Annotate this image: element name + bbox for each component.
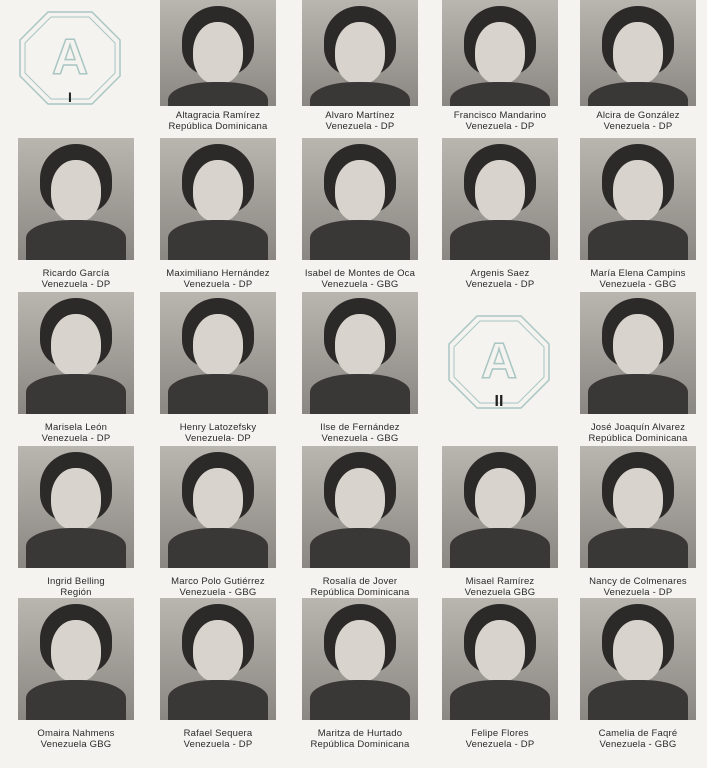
- person-name: Camelia de Faqré: [598, 728, 678, 739]
- person-country: Venezuela - GBG: [599, 279, 677, 290]
- portrait-photo: [580, 446, 696, 568]
- person-name: Misael Ramírez: [465, 576, 535, 587]
- person-name: Ricardo García: [42, 268, 110, 279]
- person-country: Venezuela - DP: [603, 121, 673, 132]
- logo-letter: A: [51, 29, 89, 85]
- portrait-photo: [442, 138, 558, 260]
- portrait-caption: [570, 268, 706, 290]
- person-country: Venezuela - DP: [325, 121, 395, 132]
- portrait-caption: [150, 422, 286, 444]
- portrait-caption: [150, 728, 286, 750]
- octagon-a-logo-icon: [445, 312, 553, 412]
- person-name: Maximiliano Hernández: [166, 268, 270, 279]
- person-country: Región: [60, 587, 92, 598]
- person-name: Omaira Nahmens: [37, 728, 115, 739]
- portrait-caption: [150, 576, 286, 598]
- portrait-photo: [580, 598, 696, 720]
- logo-a-ii: [445, 312, 553, 412]
- person-name: Marco Polo Gutiérrez: [171, 576, 265, 587]
- portrait-photo: [302, 138, 418, 260]
- person-country: Venezuela - DP: [183, 279, 253, 290]
- person-country: Venezuela - DP: [603, 587, 673, 598]
- portrait-photo: [160, 446, 276, 568]
- person-country: República Dominicana: [168, 121, 268, 132]
- portrait-photo: [302, 292, 418, 414]
- person-country: Venezuela - GBG: [179, 587, 257, 598]
- person-name: Alvaro Martínez: [325, 110, 395, 121]
- portrait-caption: [8, 576, 144, 598]
- person-country: Venezuela - DP: [41, 433, 111, 444]
- person-name: José Joaquín Alvarez: [590, 422, 686, 433]
- person-name: María Elena Campins: [590, 268, 686, 279]
- person-name: Rafael Sequera: [183, 728, 253, 739]
- person-country: Venezuela GBG: [40, 739, 112, 750]
- portrait-photo: [302, 446, 418, 568]
- portrait-caption: [570, 728, 706, 750]
- portrait-photo: [18, 446, 134, 568]
- person-country: Venezuela - DP: [465, 279, 535, 290]
- portrait-photo: [580, 0, 696, 106]
- portrait-photo: [160, 292, 276, 414]
- person-country: Venezuela - GBG: [321, 279, 399, 290]
- portrait-caption: [292, 110, 428, 132]
- person-name: Nancy de Colmenares: [589, 576, 687, 587]
- logo-numeral: I: [68, 89, 72, 105]
- logo-a-i: [16, 8, 124, 108]
- portrait-photo: [302, 598, 418, 720]
- portrait-photo: [302, 0, 418, 106]
- person-name: Argenis Saez: [470, 268, 530, 279]
- logo-numeral: II: [494, 393, 504, 410]
- person-country: Venezuela - GBG: [599, 739, 677, 750]
- person-country: Venezuela - DP: [465, 121, 535, 132]
- person-country: Venezuela - DP: [465, 739, 535, 750]
- person-country: Venezuela - DP: [183, 739, 253, 750]
- portrait-caption: [432, 576, 568, 598]
- person-name: Isabel de Montes de Oca: [304, 268, 416, 279]
- portrait-photo: [18, 138, 134, 260]
- portrait-photo: [160, 138, 276, 260]
- person-name: Rosalía de Jover: [322, 576, 398, 587]
- portrait-photo: [580, 292, 696, 414]
- person-name: Francisco Mandarino: [453, 110, 547, 121]
- person-country: República Dominicana: [310, 739, 410, 750]
- logo-letter: A: [480, 333, 518, 389]
- portrait-caption: [432, 110, 568, 132]
- person-name: Ingrid Belling: [47, 576, 105, 587]
- person-name: Marisela León: [44, 422, 108, 433]
- portrait-caption: [570, 576, 706, 598]
- person-name: Altagracia Ramírez: [175, 110, 261, 121]
- portrait-caption: [432, 728, 568, 750]
- person-name: Ilse de Fernández: [320, 422, 400, 433]
- portrait-caption: [8, 268, 144, 290]
- portrait-caption: [570, 422, 706, 444]
- portrait-caption: [292, 728, 428, 750]
- person-name: Henry Latozefsky: [179, 422, 257, 433]
- portrait-photo: [580, 138, 696, 260]
- portrait-photo: [442, 0, 558, 106]
- portrait-caption: [150, 110, 286, 132]
- person-country: Venezuela - DP: [41, 279, 111, 290]
- portrait-photo: [18, 292, 134, 414]
- portrait-caption: [432, 268, 568, 290]
- portrait-caption: [292, 422, 428, 444]
- portrait-photo: [160, 0, 276, 106]
- person-country: Venezuela GBG: [464, 587, 536, 598]
- person-country: República Dominicana: [310, 587, 410, 598]
- person-name: Maritza de Hurtado: [317, 728, 403, 739]
- portrait-caption: [570, 110, 706, 132]
- portrait-photo: [442, 446, 558, 568]
- person-country: República Dominicana: [588, 433, 688, 444]
- octagon-a-logo-icon: [16, 8, 124, 108]
- portrait-caption: [292, 268, 428, 290]
- portrait-caption: [8, 728, 144, 750]
- portrait-photo: [160, 598, 276, 720]
- portrait-photo: [442, 598, 558, 720]
- portrait-caption: [292, 576, 428, 598]
- person-name: Felipe Flores: [471, 728, 529, 739]
- portrait-photo: [18, 598, 134, 720]
- person-name: Alcira de González: [596, 110, 680, 121]
- person-country: Venezuela - GBG: [321, 433, 399, 444]
- person-country: Venezuela- DP: [185, 433, 251, 444]
- portrait-caption: [150, 268, 286, 290]
- portrait-caption: [8, 422, 144, 444]
